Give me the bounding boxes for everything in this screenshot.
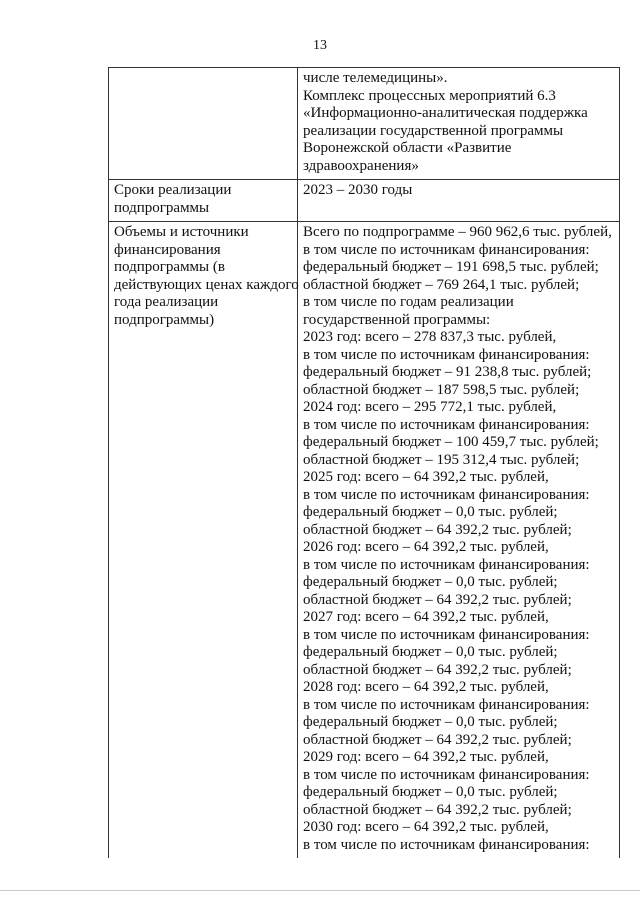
row-label-cell	[109, 68, 298, 180]
text-line: областной бюджет – 64 392,2 тыс. рублей;	[303, 591, 572, 608]
text-line: в том числе по годам реализации	[303, 294, 514, 310]
text-line: реализации государственной программы	[303, 122, 564, 139]
text-line: федеральный бюджет – 0,0 тыс. рублей;	[303, 504, 558, 520]
text-line: Комплекс процессных мероприятий 6.3	[303, 87, 556, 104]
text-line: областной бюджет – 64 392,2 тыс. рублей;	[303, 801, 572, 818]
text-line: в том числе по источникам финансирования:	[303, 486, 590, 503]
cell-text	[303, 70, 615, 175]
text-line: 2025 год: всего – 64 392,2 тыс. рублей,	[303, 469, 549, 485]
text-line: в том числе по источникам финансирования:	[303, 346, 590, 363]
row-label-cell	[109, 222, 298, 859]
text-line: 2030 год: всего – 64 392,2 тыс. рублей,	[303, 819, 549, 835]
text-line: 2026 год: всего – 64 392,2 тыс. рублей,	[303, 539, 549, 555]
text-line: федеральный бюджет – 0,0 тыс. рублей;	[303, 574, 558, 590]
cell-text	[114, 224, 299, 329]
text-line: Всего по подпрограмме – 960 962,6 тыс. рублей,	[303, 224, 612, 240]
text-line: подпрограммы)	[114, 311, 215, 328]
text-line: 2023 – 2030 годы	[303, 182, 413, 198]
cell-text	[303, 182, 615, 200]
text-line: в том числе по источникам финансирования:	[303, 556, 590, 573]
text-line: 2029 год: всего – 64 392,2 тыс. рублей,	[303, 749, 549, 765]
text-line: областной бюджет – 64 392,2 тыс. рублей;	[303, 731, 572, 748]
text-line: федеральный бюджет – 0,0 тыс. рублей;	[303, 784, 558, 800]
text-line: федеральный бюджет – 0,0 тыс. рублей;	[303, 644, 558, 660]
cell-text	[114, 182, 293, 217]
text-line: года реализации	[114, 294, 219, 310]
text-line: действующих ценах каждого	[114, 276, 299, 293]
page-bottom-divider	[0, 890, 640, 891]
row-content-cell	[298, 68, 620, 180]
row-content-cell	[298, 180, 620, 222]
text-line: 2024 год: всего – 295 772,1 тыс. рублей,	[303, 399, 557, 415]
text-line: 2027 год: всего – 64 392,2 тыс. рублей,	[303, 609, 549, 625]
text-line: Воронежской области «Развитие	[303, 140, 512, 156]
text-line: числе телемедицины».	[303, 70, 448, 86]
text-line: в том числе по источникам финансирования:	[303, 766, 590, 783]
text-line: «Информационно-аналитическая поддержка	[303, 105, 588, 121]
text-line: здравоохранения»	[303, 157, 419, 174]
text-line: государственной программы:	[303, 311, 491, 328]
text-line: в том числе по источникам финансирования:	[303, 416, 590, 433]
passport-table	[108, 67, 620, 858]
text-line: федеральный бюджет – 191 698,5 тыс. рублей;	[303, 259, 599, 275]
text-line: в том числе по источникам финансирования:	[303, 626, 590, 643]
text-line: в том числе по источникам финансирования:	[303, 696, 590, 713]
page-number: 13	[313, 38, 327, 53]
text-line: подпрограммы (в	[114, 259, 225, 275]
text-line: областной бюджет – 769 264,1 тыс. рублей;	[303, 276, 580, 293]
row-content-cell	[298, 222, 620, 859]
text-line: подпрограммы	[114, 199, 210, 216]
row-label-cell	[109, 180, 298, 222]
text-line: федеральный бюджет – 0,0 тыс. рублей;	[303, 714, 558, 730]
table-row	[109, 222, 620, 859]
text-line: областной бюджет – 195 312,4 тыс. рублей;	[303, 451, 580, 468]
text-line: 2023 год: всего – 278 837,3 тыс. рублей,	[303, 329, 557, 345]
text-line: в том числе по источникам финансирования:	[303, 836, 590, 853]
table-body	[109, 68, 620, 859]
text-line: федеральный бюджет – 100 459,7 тыс. рублей;	[303, 434, 599, 450]
text-line: федеральный бюджет – 91 238,8 тыс. рублей;	[303, 364, 592, 380]
text-line: областной бюджет – 64 392,2 тыс. рублей;	[303, 661, 572, 678]
text-line: Объемы и источники	[114, 224, 249, 240]
table-row	[109, 180, 620, 222]
text-line: областной бюджет – 64 392,2 тыс. рублей;	[303, 521, 572, 538]
text-line: 2028 год: всего – 64 392,2 тыс. рублей,	[303, 679, 549, 695]
text-line: Сроки реализации	[114, 182, 232, 198]
table-row	[109, 68, 620, 180]
text-line: областной бюджет – 187 598,5 тыс. рублей;	[303, 381, 580, 398]
text-line: финансирования	[114, 241, 221, 258]
cell-text	[303, 224, 615, 854]
text-line: в том числе по источникам финансирования:	[303, 241, 590, 258]
